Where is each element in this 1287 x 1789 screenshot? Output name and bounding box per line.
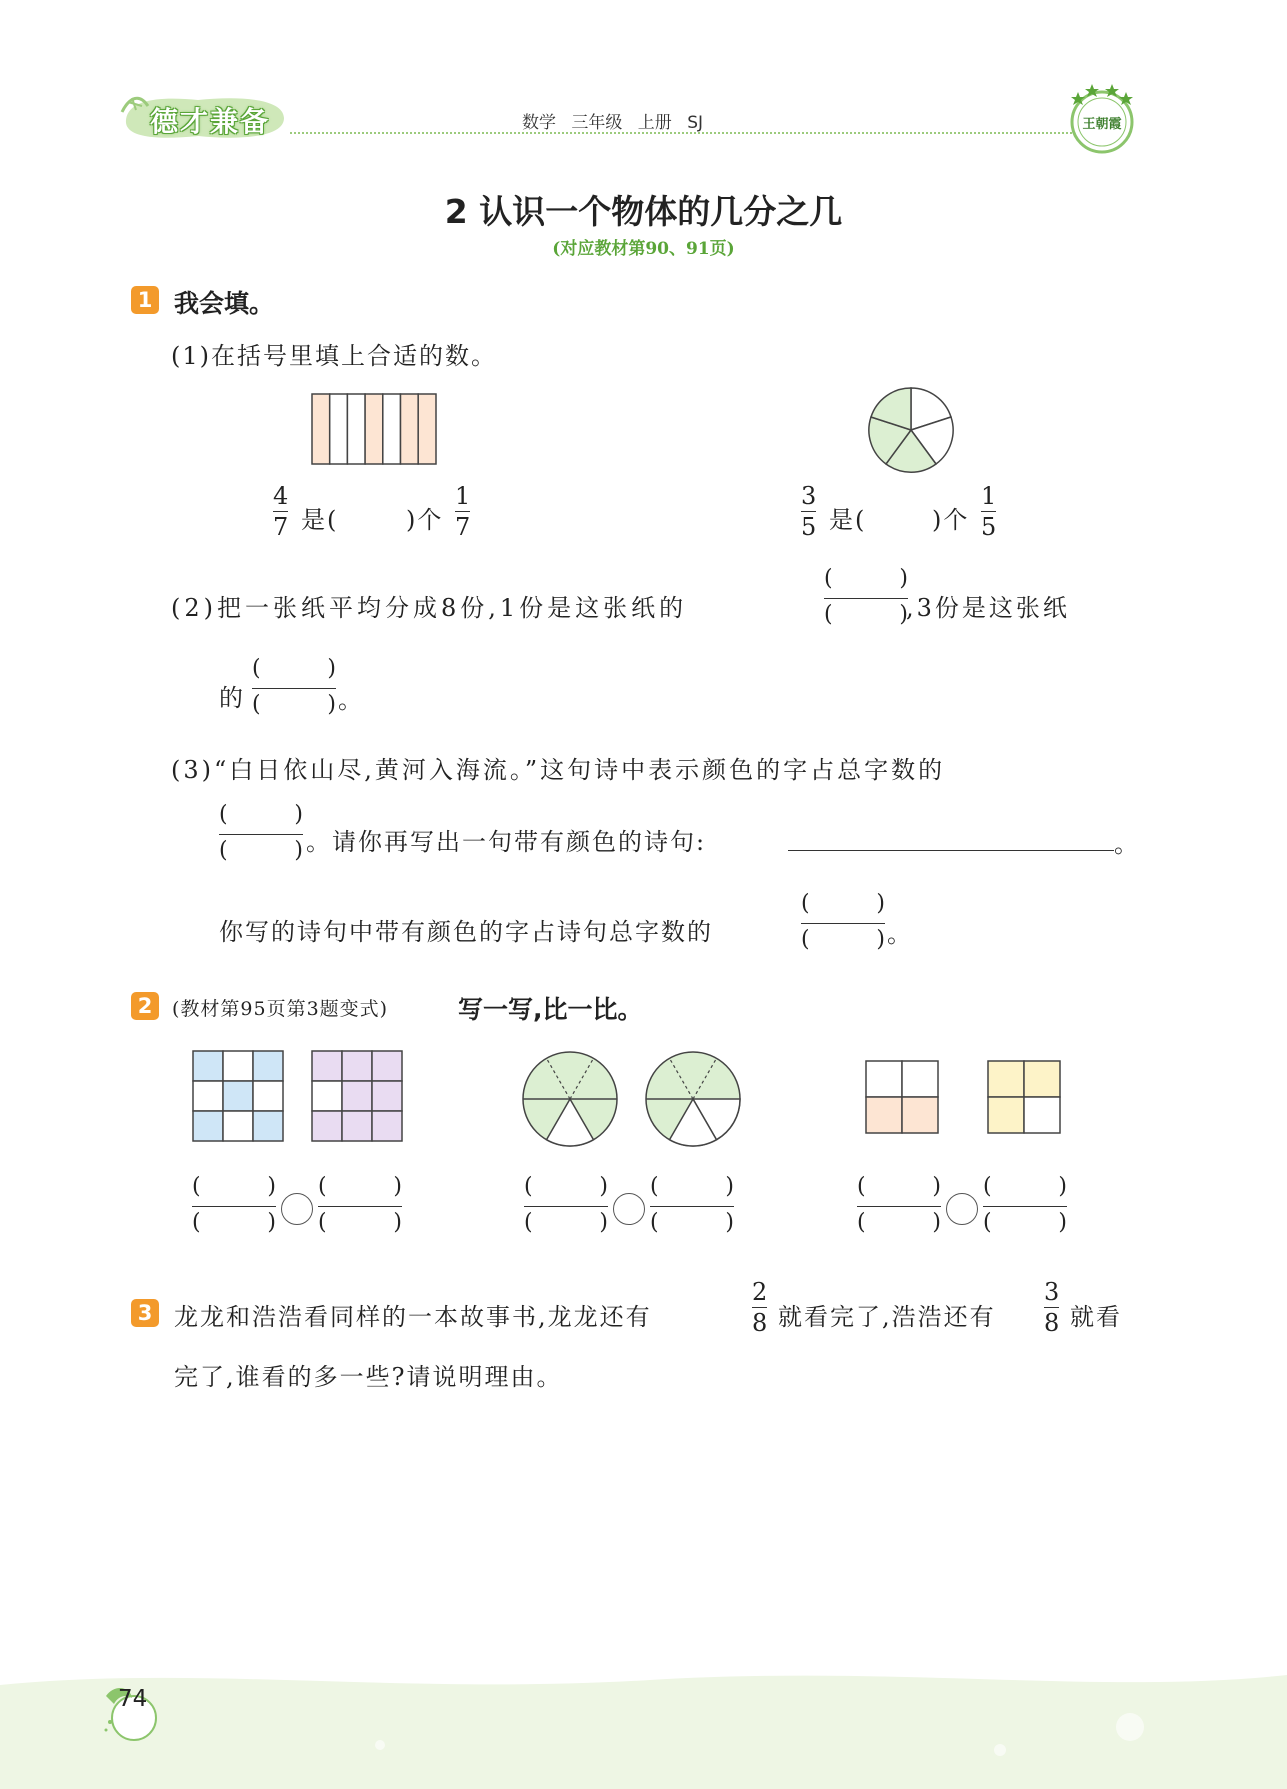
q3-text-b: 就看完了,浩浩还有 bbox=[778, 1303, 996, 1331]
q3-text-line2: 完了,谁看的多一些?请说明理由。 bbox=[174, 1363, 563, 1391]
compare-1-right-blank[interactable]: ( ) ( ) bbox=[318, 1174, 402, 1235]
q1-part3-line2: 。请你再写出一句带有颜色的诗句: bbox=[306, 828, 707, 856]
question-1-badge: 1 bbox=[131, 286, 159, 314]
footer-decoration bbox=[0, 1655, 1287, 1789]
q1-part1-instruction: (1)在括号里填上合适的数。 bbox=[171, 342, 497, 370]
part3-fraction-blank-2[interactable]: ( ) ( ) bbox=[801, 891, 885, 952]
q1-part2-line2a: 的 bbox=[219, 684, 245, 712]
brand-title: 德才兼备 bbox=[150, 105, 271, 138]
q3-text-a: 龙龙和浩浩看同样的一本故事书,龙龙还有 bbox=[174, 1303, 652, 1331]
fraction-3-8: 3 8 bbox=[1044, 1278, 1060, 1337]
compare-1-circle[interactable] bbox=[281, 1193, 313, 1225]
q3-text-c: 就看 bbox=[1070, 1303, 1122, 1331]
fraction-1-5: 1 5 bbox=[981, 482, 997, 541]
part1-left-answer-blank[interactable] bbox=[355, 496, 403, 526]
textbook-reference: (对应教材第90、91页) bbox=[552, 239, 735, 259]
q1-part3-line1: (3)“白日依山尽,黄河入海流。”这句诗中表示颜色的字占总字数的 bbox=[171, 756, 946, 784]
pie-six-parts-right bbox=[644, 1050, 742, 1148]
author-seal-logo bbox=[1062, 78, 1142, 162]
fraction-3-5: 3 5 bbox=[801, 482, 817, 541]
part2-fraction-blank-1[interactable]: ( ) ( ) bbox=[824, 566, 908, 627]
fraction-4-7: 4 7 bbox=[273, 482, 289, 541]
question-2-reference: (教材第95页第3题变式) bbox=[172, 998, 389, 1020]
grid-blue-figure bbox=[192, 1050, 284, 1142]
q1-part3-line3-end: 。 bbox=[887, 920, 913, 948]
circle-five-parts-figure bbox=[866, 385, 956, 475]
question-3-badge: 3 bbox=[131, 1299, 159, 1327]
compare-3-right-blank[interactable]: ( ) ( ) bbox=[983, 1174, 1067, 1235]
q1-part3-line2-end: 。 bbox=[1114, 830, 1140, 858]
compare-1-left-blank[interactable]: ( ) ( ) bbox=[192, 1174, 276, 1235]
compare-2-right-blank[interactable]: ( ) ( ) bbox=[650, 1174, 734, 1235]
square-four-parts-peach bbox=[865, 1060, 939, 1134]
part1-left-text-a: 是( bbox=[301, 506, 339, 534]
part1-right-answer-blank[interactable] bbox=[880, 496, 928, 526]
part1-right-text-a: 是( bbox=[829, 506, 867, 534]
square-four-parts-yellow bbox=[987, 1060, 1061, 1134]
pie-six-parts-left bbox=[521, 1050, 619, 1148]
fraction-1-7: 1 7 bbox=[455, 482, 471, 541]
q1-part2-line1a: (2)把一张纸平均分成8份,1份是这张纸的 bbox=[171, 594, 688, 622]
q1-part2-line2b: 。 bbox=[338, 686, 364, 714]
compare-3-left-blank[interactable]: ( ) ( ) bbox=[857, 1174, 941, 1235]
grid-purple-figure bbox=[311, 1050, 403, 1142]
part2-fraction-blank-2[interactable]: ( ) ( ) bbox=[252, 656, 336, 717]
part1-right-text-b: )个 bbox=[932, 506, 970, 534]
rectangle-seven-parts-figure bbox=[311, 393, 439, 465]
compare-3-circle[interactable] bbox=[946, 1193, 978, 1225]
part3-fraction-blank-1[interactable]: ( ) ( ) bbox=[219, 802, 303, 863]
q1-part2-line1b: ,3份是这张纸 bbox=[906, 594, 1070, 622]
question-2-title: 写一写,比一比。 bbox=[458, 995, 643, 1024]
header-subject: 数学 三年级 上册 SJ bbox=[522, 113, 704, 133]
page-number: 74 bbox=[118, 1686, 148, 1712]
fraction-2-8: 2 8 bbox=[752, 1278, 768, 1337]
q1-part3-line3: 你写的诗句中带有颜色的字占诗句总字数的 bbox=[219, 918, 713, 946]
compare-2-left-blank[interactable]: ( ) ( ) bbox=[524, 1174, 608, 1235]
question-2-badge: 2 bbox=[131, 992, 159, 1020]
question-1-title: 我会填。 bbox=[174, 289, 275, 318]
poem-answer-line[interactable] bbox=[788, 822, 1114, 851]
part1-left-text-b: )个 bbox=[406, 506, 444, 534]
lesson-title: 2 认识一个物体的几分之几 bbox=[444, 192, 843, 231]
compare-2-circle[interactable] bbox=[613, 1193, 645, 1225]
svg-text:王朝霞: 王朝霞 bbox=[1082, 117, 1122, 132]
